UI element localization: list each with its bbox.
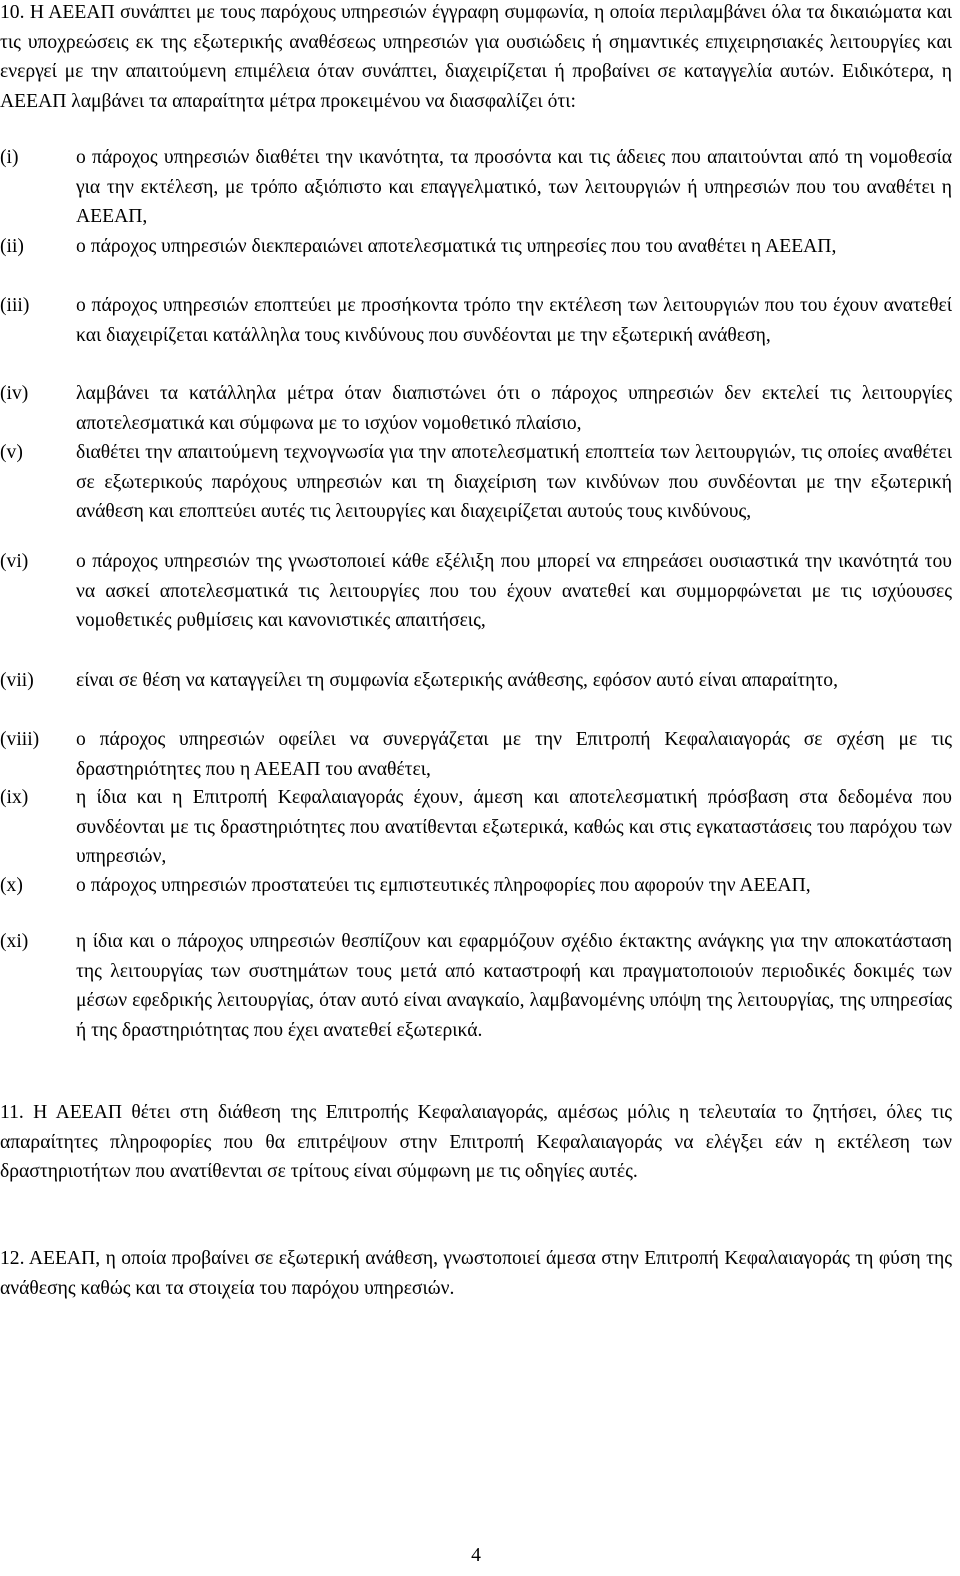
list-item-text: η ίδια και ο πάροχος υπηρεσιών θεσπίζουν και εφαρμόζουν σχέδιο έκτακτης ανάγκης για την αποκατάσταση της λειτουργίας των συστημάτων τους μετά από καταστροφή και πραγματοποιούν περιοδικές δοκιμές των μέσων εφεδρικής λειτουργίας, όταν αυτό είναι αναγκαίο, λαμβανομένης υπόψη της λειτουργίας, της υπηρεσίας ή της δραστηριότητας που έχει ανατεθεί εξωτερικά. [76,931,952,1041]
list-item-text: ο πάροχος υπηρεσιών διαθέτει την ικανότητα, τα προσόντα και τις άδειες που απαιτούνται από τη νομοθεσία για την εκτέλεση, με τρόπο αξιόπιστο και επαγγελματικό, των λειτουργιών ή υπηρεσιών που του αναθέτει η ΑΕΕΑΠ, [76,147,952,227]
list-item-label: (viii) [0,729,40,750]
list-item-text: διαθέτει την απαιτούμενη τεχνογνωσία για την αποτελεσματική εποπτεία των λειτουργιών, τις οποίες αναθέτει σε εξωτερικούς παρόχους υπηρεσιών και τη διαχείριση των κινδύνων που συνδέονται με την εξωτερική ανάθεση και εποπτεύει αυτές τις λειτουργίες και διαχειρίζεται αυτούς τους κινδύνους, [76,442,952,522]
page-number: 4 [471,1545,481,1566]
list-item-text: ο πάροχος υπηρεσιών της γνωστοποιεί κάθε εξέλιξη που μπορεί να επηρεάσει ουσιαστικά την ικανότητά του να ασκεί αποτελεσματικά τις λειτουργίες που του έχουν ανατεθεί και συμμορφώνεται με τις ισχύουσες νομοθετικές ρυθμίσεις και κανονιστικές απαιτήσεις, [76,551,952,631]
list-item-text: είναι σε θέση να καταγγείλει τη συμφωνία εξωτερικής ανάθεσης, εφόσον αυτό είναι απαραίτητο, [76,670,838,691]
section-11-paragraph: 11. Η ΑΕΕΑΠ θέτει στη διάθεση της Επιτροπής Κεφαλαιαγοράς, αμέσως μόλις η τελευταία το ζητήσει, όλες τις απαραίτητες πληροφορίες που θα επιτρέψουν στην Επιτροπή Κεφαλαιαγοράς να ελέγξει εάν η εκτέλεση των δραστηριοτήτων που ανατίθενται σε τρίτους είναι σύμφωνη με τις οδηγίες αυτές. [0,1102,952,1182]
list-item-label: (vii) [0,670,34,691]
list-item-label: (iii) [0,295,30,316]
list-item-label: (vi) [0,551,29,572]
list-item-label: (x) [0,875,23,896]
section-10-paragraph: 10. Η ΑΕΕΑΠ συνάπτει με τους παρόχους υπηρεσιών έγγραφη συμφωνία, η οποία περιλαμβάνει όλα τα δικαιώματα και τις υποχρεώσεις εκ της εξωτερικής αναθέσεως υπηρεσιών για ουσιώδεις ή σημαντικές επιχειρησιακές λειτουργίες και ενεργεί με την απαιτούμενη επιμέλεια όταν συνάπτει, διαχειρίζεται ή προβαίνει σε καταγγελία αυτών. Ειδικότερα, η ΑΕΕΑΠ λαμβάνει τα απαραίτητα μέτρα προκειμένου να διασφαλίζει ότι: [0,2,952,112]
list-item-text: ο πάροχος υπηρεσιών προστατεύει τις εμπιστευτικές πληροφορίες που αφορούν την ΑΕΕΑΠ, [76,875,811,896]
list-item-text: η ίδια και η Επιτροπή Κεφαλαιαγοράς έχουν, άμεση και αποτελεσματική πρόσβαση στα δεδομένα που συνδέονται με τις δραστηριότητες που ανατίθενται εξωτερικά, καθώς και στις εγκαταστάσεις του παρόχου των υπηρεσιών, [76,787,952,867]
list-item-label: (i) [0,147,19,168]
list-item-label: (ii) [0,236,24,257]
list-item-label: (xi) [0,931,29,952]
list-item-label: (iv) [0,383,29,404]
list-item-text: ο πάροχος υπηρεσιών διεκπεραιώνει αποτελεσματικά τις υπηρεσίες που του αναθέτει η ΑΕΕΑΠ, [76,236,837,257]
list-item-text: λαμβάνει τα κατάλληλα μέτρα όταν διαπιστώνει ότι ο πάροχος υπηρεσιών δεν εκτελεί τις λειτουργίες αποτελεσματικά και σύμφωνα με το ισχύον νομοθετικό πλαίσιο, [76,383,952,434]
list-item-label: (ix) [0,787,29,808]
list-item-text: ο πάροχος υπηρεσιών εποπτεύει με προσήκοντα τρόπο την εκτέλεση των λειτουργιών που του έχουν ανατεθεί και διαχειρίζεται κατάλληλα τους κινδύνους που συνδέονται με την εξωτερική ανάθεση, [76,295,952,346]
list-item-label: (v) [0,442,23,463]
list-item-text: ο πάροχος υπηρεσιών οφείλει να συνεργάζεται με την Επιτροπή Κεφαλαιαγοράς σε σχέση με τις δραστηριότητες που η ΑΕΕΑΠ του αναθέτει, [76,729,952,780]
section-12-paragraph: 12. ΑΕΕΑΠ, η οποία προβαίνει σε εξωτερική ανάθεση, γνωστοποιεί άμεσα στην Επιτροπή Κεφαλαιαγοράς τη φύση της ανάθεσης καθώς και τα στοιχεία του παρόχου υπηρεσιών. [0,1248,952,1299]
